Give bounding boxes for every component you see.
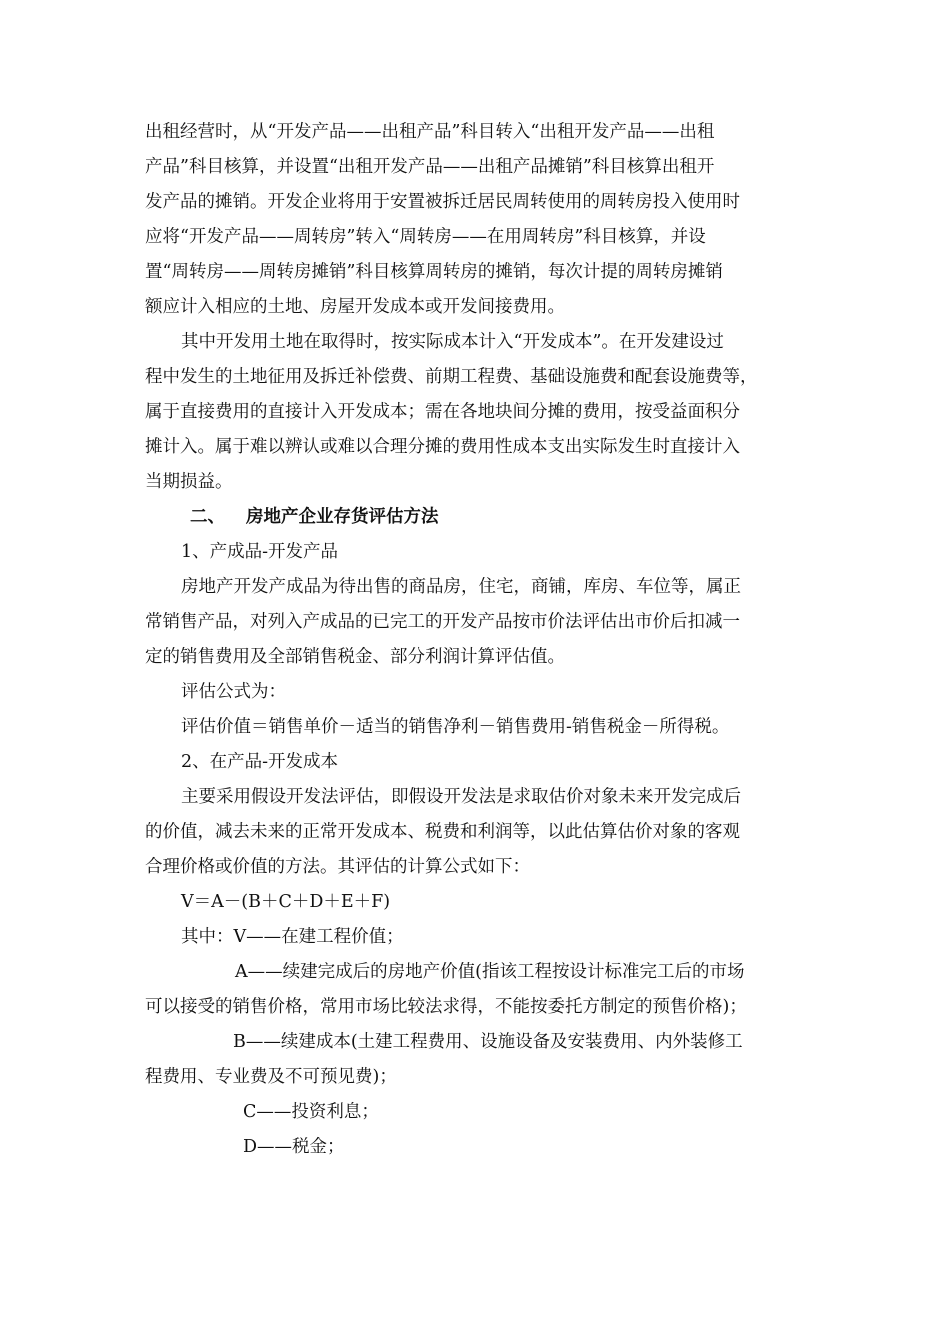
paragraph-line: 房地产开发产成品为待出售的商品房，住宅，商铺，库房、车位等，属正 bbox=[181, 577, 741, 597]
paragraph-line: 的价值，减去未来的正常开发成本、税费和利润等，以此估算估价对象的客观 bbox=[145, 822, 740, 842]
paragraph-line: 其中开发用土地在取得时，按实际成本计入“开发成本”。在开发建设过 bbox=[181, 332, 724, 352]
definition-line: 可以接受的销售价格，常用市场比较法求得，不能按委托方制定的预售价格)； bbox=[145, 997, 747, 1017]
section-heading bbox=[190, 502, 439, 532]
section-number: 二、 bbox=[190, 507, 225, 527]
paragraph-line: 当期损益。 bbox=[145, 472, 233, 492]
paragraph-line: 程中发生的土地征用及拆迁补偿费、前期工程费、基础设施费和配套设施费等， bbox=[145, 367, 758, 387]
definition-line: 其中：V——在建工程价值； bbox=[181, 927, 404, 947]
subheading: 2、在产品-开发成本 bbox=[181, 752, 339, 772]
section-title: 房地产企业存货评估方法 bbox=[246, 507, 439, 527]
paragraph-line: 发产品的摊销。开发企业将用于安置被拆迁居民周转使用的周转房投入使用时 bbox=[145, 192, 740, 212]
paragraph-line: 摊计入。属于难以辨认或难以合理分摊的费用性成本支出实际发生时直接计入 bbox=[145, 437, 740, 457]
paragraph-line: 出租经营时，从“开发产品——出租产品”科目转入“出租开发产品——出租 bbox=[145, 122, 715, 142]
paragraph-line: 应将“开发产品——周转房”转入“周转房——在用周转房”科目核算，并设 bbox=[145, 227, 706, 247]
paragraph-line: 置“周转房——周转房摊销”科目核算周转房的摊销，每次计提的周转房摊销 bbox=[145, 262, 723, 282]
paragraph-line: 产品”科目核算，并设置“出租开发产品——出租产品摊销”科目核算出租开 bbox=[145, 157, 715, 177]
definition-line: C——投资利息； bbox=[243, 1102, 379, 1122]
definition-line: 程费用、专业费及不可预见费)； bbox=[145, 1067, 397, 1087]
formula-line: V＝A－(B＋C＋D＋E＋F) bbox=[181, 892, 391, 912]
paragraph-line: 合理价格或价值的方法。其评估的计算公式如下： bbox=[145, 857, 530, 877]
paragraph-line: 评估公式为： bbox=[181, 682, 286, 702]
definition-line: B——续建成本(土建工程费用、设施设备及安装费用、内外装修工 bbox=[233, 1032, 743, 1052]
paragraph-line: 定的销售费用及全部销售税金、部分利润计算评估值。 bbox=[145, 647, 565, 667]
definition-line: A——续建完成后的房地产价值(指该工程按设计标准完工后的市场 bbox=[235, 962, 745, 982]
subheading: 1、产成品-开发产品 bbox=[181, 542, 339, 562]
definition-line: D——税金； bbox=[243, 1137, 345, 1157]
paragraph-line: 常销售产品，对列入产成品的已完工的开发产品按市价法评估出市价后扣减一 bbox=[145, 612, 740, 632]
paragraph-line: 主要采用假设开发法评估，即假设开发法是求取估价对象未来开发完成后 bbox=[181, 787, 741, 807]
formula-line: 评估价值＝销售单价－适当的销售净利－销售费用-销售税金－所得税。 bbox=[181, 717, 730, 737]
paragraph-line: 属于直接费用的直接计入开发成本；需在各地块间分摊的费用，按受益面积分 bbox=[145, 402, 740, 422]
paragraph-line: 额应计入相应的土地、房屋开发成本或开发间接费用。 bbox=[145, 297, 565, 317]
